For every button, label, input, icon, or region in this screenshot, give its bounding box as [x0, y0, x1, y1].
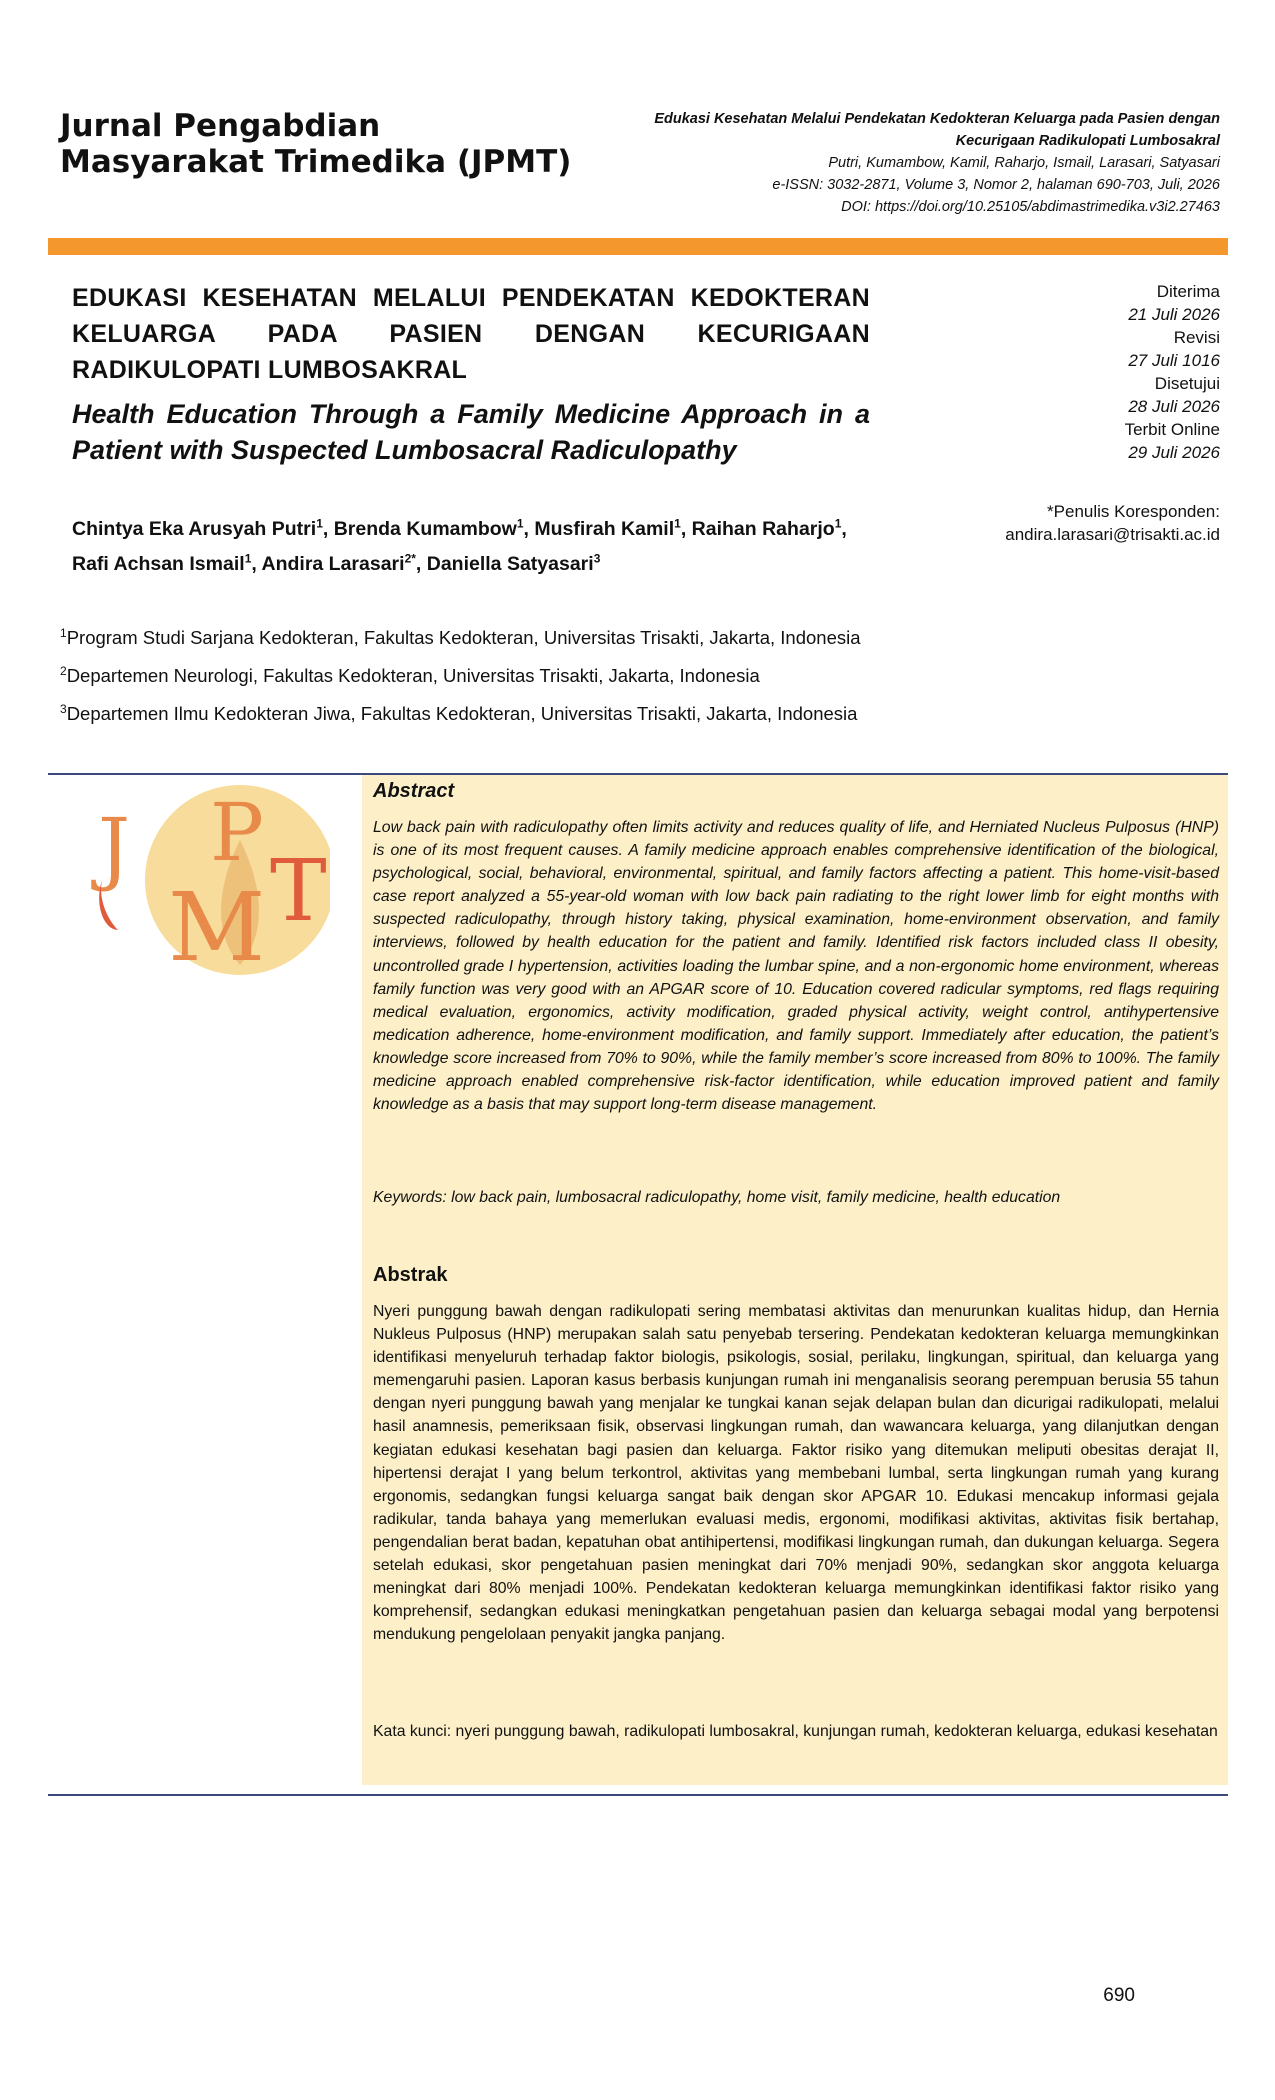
author: Rafi Achsan Ismail$^1$,	[72, 551, 262, 575]
revised-label: Revisi	[1173, 328, 1220, 347]
correspondence-label: *Penulis Koresponden:	[1047, 502, 1220, 521]
keywords: Keywords: low back pain, lumbosacral radiculopathy, home visit, family medicine, health education	[373, 1189, 1061, 1206]
affiliation-3: $^3$Departemen Ilmu Kedokteran Jiwa, Fakultas Kedokteran, Universitas Trisakti, Jakarta, Indonesia	[60, 702, 858, 725]
affiliation-1: $^1$Program Studi Sarjana Kedokteran, Fakultas Kedokteran, Universitas Trisakti, Jakarta, Indonesia	[60, 626, 861, 649]
accepted-label: Disetujui	[1154, 374, 1220, 393]
article-dates	[960, 280, 1220, 464]
svg-text:J: J	[98, 801, 131, 894]
author: Raihan Raharjo$^1$,	[691, 516, 847, 540]
abstrak-heading: Abstrak	[373, 1264, 448, 1286]
correspondence-email[interactable]: andira.larasari@trisakti.ac.id	[1005, 525, 1220, 544]
affiliation-2: $^2$Departemen Neurologi, Fakultas Kedokteran, Universitas Trisakti, Jakarta, Indonesia	[60, 664, 760, 687]
online-label: Terbit Online	[1124, 420, 1220, 439]
abstract-bottom-rule	[48, 1794, 1228, 1796]
journal-name: Jurnal Pengabdian Masyarakat Trimedika (JPMT)	[60, 108, 572, 180]
svg-text:T: T	[270, 842, 327, 941]
issn-line: e-ISSN: 3032-2871, Volume 3, Nomor 2, halaman 690-703, Juli, 2026	[772, 177, 1220, 193]
article-title-en: Health Education Through a Family Medicine Approach in a Patient with Suspected Lumbosacral Radiculopathy	[72, 399, 870, 465]
running-authors: Putri, Kumambow, Kamil, Raharjo, Ismail, Larasari, Satyasari	[828, 155, 1220, 171]
accepted-date: 28 Juli 2026	[1128, 397, 1220, 416]
author-list	[72, 508, 872, 579]
received-date: 21 Juli 2026	[1128, 305, 1220, 324]
online-date: 29 Juli 2026	[1128, 443, 1220, 462]
svg-text:M: M	[168, 873, 266, 980]
doi-link[interactable]: DOI: https://doi.org/10.25105/abdimastrimedika.v3i2.27463	[841, 199, 1220, 215]
revised-date: 27 Juli 1016	[1128, 351, 1220, 370]
header-divider-bar	[48, 238, 1228, 255]
jpmt-logo	[90, 780, 330, 980]
received-label: Diterima	[1156, 282, 1220, 301]
page-number: 690	[1103, 1985, 1135, 2006]
author: Daniella Satyasari$^3$	[426, 551, 601, 575]
running-header	[580, 108, 1220, 218]
article-title-id: EDUKASI KESEHATAN MELALUI PENDEKATAN KEDOKTERAN KELUARGA PADA PASIEN DENGAN KECURIGAAN RADIKULOPATI LUMBOSAKRAL	[72, 284, 870, 384]
kata-kunci: Kata kunci: nyeri punggung bawah, radikulopati lumbosakral, kunjungan rumah, kedokteran keluarga, edukasi kesehatan	[373, 1723, 1218, 1740]
correspondence	[900, 500, 1220, 546]
abstract-text: Low back pain with radiculopathy often limits activity and reduces quality of life, and Herniated Nucleus Pulposus (HNP) is one of its most frequent causes. A family medicine approach enables comprehensive identification of the biological, psychological, social, behavioral, environmental, spiritual, and family factors affecting a patient. This home-visit-based case report analyzed a 55-year-old woman with low back pain radiating to the right lower limb for eight months with suspected radiculopathy, through history taking, physical examination, home-environment observation, and family interviews, followed by health education for the patient and family. Identified risk factors included class II obesity, uncontrolled grade I hypertension, activities loading the lumbar spine, and a non-ergonomic home environment, whereas family function was very good with an APGAR score of 10. Education covered radicular symptoms, red flags requiring medical evaluation, ergonomics, activity modification, graded physical activity, weight control, antihypertensive medication adherence, home-environment modification, and family support. Immediately after education, the patient’s knowledge score increased from 70% to 90%, while the family member’s score increased from 80% to 100%. The family medicine approach enabled comprehensive risk-factor identification, while education improved patient and family knowledge as a basis that may support long-term disease management.	[373, 819, 1219, 1114]
author: Andira Larasari$^{2*}$,	[261, 551, 427, 575]
abstrak-text: Nyeri punggung bawah dengan radikulopati sering membatasi aktivitas dan menurunkan kualitas hidup, dan Hernia Nukleus Pulposus (HNP) merupakan salah satu penyebab tersering. Pendekatan kedokteran keluarga memungkinkan identifikasi menyeluruh terhadap faktor biologis, psikologis, sosial, perilaku, lingkungan, spiritual, dan keluarga yang memengaruhi pasien. Laporan kasus berbasis kunjungan rumah ini menganalisis seorang perempuan berusia 55 tahun dengan nyeri punggung bawah yang menjalar ke tungkai kanan sejak delapan bulan dan dicurigai radikulopati, melalui hasil anamnesis, pemeriksaan fisik, observasi lingkungan rumah, dan wawancara keluarga, yang dilanjutkan dengan kegiatan edukasi kesehatan bagi pasien dan keluarga. Faktor risiko yang ditemukan meliputi obesitas derajat II, hipertensi derajat I yang belum terkontrol, aktivitas yang membebani lumbal, serta lingkungan rumah yang kurang ergonomis, sedangkan fungsi keluarga sangat baik dengan skor APGAR 10. Edukasi mencakup informasi gejala radikular, tanda bahaya yang memerlukan evaluasi medis, ergonomi, modifikasi aktivitas, aktivitas fisik bertahap, pengendalian berat badan, kepatuhan obat antihipertensi, modifikasi lingkungan rumah, dan dukungan keluarga. Segera setelah edukasi, skor pengetahuan pasien meningkat dari 70% menjadi 90%, sedangkan skor anggota keluarga meningkat dari 80% menjadi 100%. Pendekatan kedokteran keluarga memungkinkan identifikasi faktor risiko yang komprehensif, sedangkan edukasi meningkatkan pengetahuan pasien dan keluarga sebagai modal yang berpotensi mendukung pengelolaan penyakit jangka panjang.	[373, 1303, 1219, 1644]
author: Chintya Eka Arusyah Putri$^1$,	[72, 516, 334, 540]
author: Brenda Kumambow$^1$,	[333, 516, 535, 540]
author: Musfirah Kamil$^1$,	[534, 516, 692, 540]
running-title: Edukasi Kesehatan Melalui Pendekatan Kedokteran Keluarga pada Pasien dengan Kecurigaan Radikulopati Lumbosakral	[654, 111, 1220, 149]
svg-text:P: P	[210, 786, 264, 879]
abstract-heading: Abstract	[373, 780, 455, 802]
